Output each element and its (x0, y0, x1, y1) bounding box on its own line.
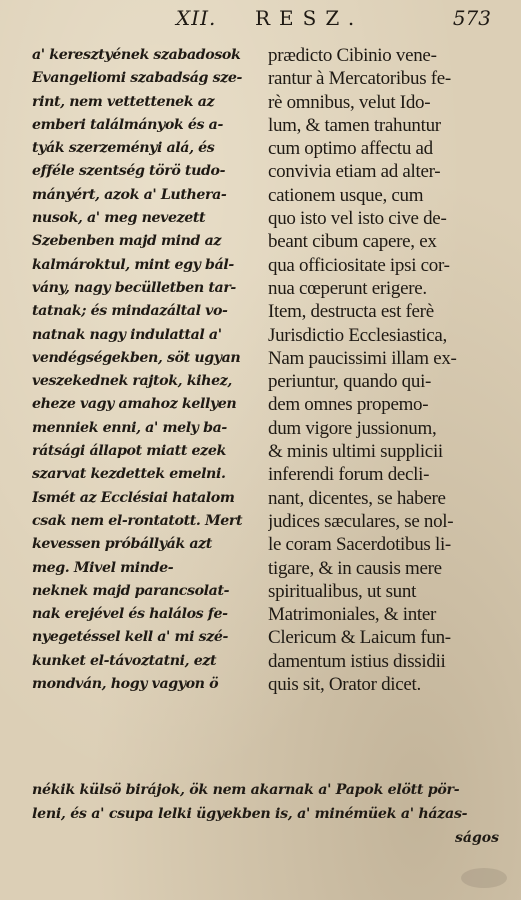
latin-text-line: Item, destructa est ferè (268, 301, 434, 323)
hungarian-text-line: nusok, a' meg nevezett (32, 210, 206, 227)
hungarian-text-line: nyegetéssel kell a' mi szé- (32, 629, 228, 646)
latin-text-line: nant, dicentes, se habere (268, 487, 446, 509)
header-title: RESZ. (255, 6, 364, 30)
latin-text-line: prædicto Cibinio vene- (268, 45, 437, 66)
hungarian-text-line: efféle szentség törö tudo- (32, 163, 226, 180)
hungarian-text-line: mányért, azok a' Luthera- (32, 186, 227, 203)
hungarian-text-line: menniek enni, a' mely ba- (32, 419, 227, 436)
hungarian-text-line: szarvat kezdettek emelni. (32, 466, 226, 483)
hungarian-text-line: rint, nem vettettenek az (32, 93, 215, 110)
latin-text-line: rè omnibus, velut Ido- (268, 91, 431, 113)
latin-text-line: & minis ultimi supplicii (268, 441, 443, 463)
hungarian-text-line: tatnak; és mindazáltal vo- (32, 303, 228, 320)
latin-text-line: Jurisdictio Ecclesiastica, (268, 324, 447, 346)
latin-text-line: dum vigore jussionum, (268, 417, 437, 439)
latin-text-line: quo isto vel isto cive de- (268, 208, 447, 230)
latin-column (268, 44, 498, 696)
hungarian-text-line: kevessen próbállyák azt (32, 536, 212, 553)
latin-text-line: nua cœperunt erigere. (268, 277, 427, 299)
hungarian-text-line: nak erejével és halálos fe- (32, 606, 228, 623)
hungarian-text-line: veszekednek rajtok, kihez, (32, 373, 232, 390)
hungarian-text-line: vány, nagy becülletben tar- (32, 279, 236, 296)
full-width-lines (32, 778, 502, 826)
hungarian-text-line: mondván, hogy vagyon ö (32, 676, 219, 693)
catchword: ságos (455, 830, 499, 846)
hungarian-text-line: kalmároktul, mint egy bál- (32, 256, 234, 273)
hungarian-text-line: vendégségekben, söt ugyan (32, 349, 241, 366)
hungarian-text-line: Ismét az Ecclésiai hatalom (32, 489, 235, 506)
hungarian-text-line: eheze vagy amahoz kellyen (32, 396, 237, 413)
hungarian-text-line: a' keresztyének szabadosok (32, 47, 241, 63)
latin-text-line: convivia etiam ad alter- (268, 161, 441, 183)
latin-text-line: Matrimoniales, & inter (268, 604, 437, 626)
latin-text-line: rantur à Mercatoribus fe- (268, 68, 451, 90)
latin-text-line: cationem usque, cum (268, 184, 424, 206)
latin-text-line: Nam paucissimi illam ex- (268, 347, 457, 369)
latin-text-line: periuntur, quando qui- (268, 371, 432, 393)
hungarian-text-line: natnak nagy indulattal a' (32, 326, 222, 343)
latin-text-line: quis sit, Orator dicet. (268, 674, 421, 696)
hungarian-text-line: Szebenben majd mind az (32, 233, 222, 250)
page-number: 573 (452, 6, 491, 30)
hungarian-text-line: Evangeliomi szabadság sze- (32, 70, 242, 87)
latin-text-line: beant cibum capere, ex (268, 231, 437, 253)
latin-text-line: lum, & tamen trahuntur (268, 114, 441, 136)
latin-text-line: Clericum & Laicum fun- (268, 627, 451, 649)
latin-text-line: tigare, & in causis mere (268, 557, 442, 579)
hungarian-text-line: neknek majd parancsolat- (32, 582, 230, 599)
latin-text-line: inferendi forum decli- (268, 464, 430, 486)
hungarian-text-line: kunket el-távoztatni, ezt (32, 652, 217, 669)
hungarian-text-line: rátsági állapot miatt ezek (32, 443, 226, 460)
latin-text-line: cum optimo affectu ad (268, 138, 433, 160)
latin-text-line: spiritualibus, ut sunt (268, 580, 417, 602)
hungarian-text-line: csak nem el-rontatott. Mert (32, 512, 243, 529)
latin-text-line: dem omnes propemo- (268, 394, 429, 416)
latin-text-line: damentum istius dissidii (268, 650, 446, 672)
latin-text-line: qua officiositate ipsi cor- (268, 254, 450, 276)
hungarian-column (32, 44, 257, 696)
latin-text-line: le coram Sacerdotibus li- (268, 534, 451, 556)
full-width-text-line: nékik külsö birájok, ök nem akarnak a' Papok elött pör- (32, 782, 460, 798)
hungarian-text-line: meg. Mivel minde- (32, 559, 174, 576)
ink-smudge (461, 868, 507, 888)
full-width-text-line: leni, és a' csupa lelki ügyekben is, a' minémüek a' házas- (32, 806, 468, 822)
hungarian-text-line: tyák szerzeményi alá, és (32, 140, 215, 157)
running-header (0, 6, 521, 38)
latin-text-line: judices sæculares, se nol- (268, 510, 454, 532)
hungarian-text-line: emberi találmányok és a- (32, 116, 223, 133)
header-chapter: XII. (176, 6, 217, 30)
